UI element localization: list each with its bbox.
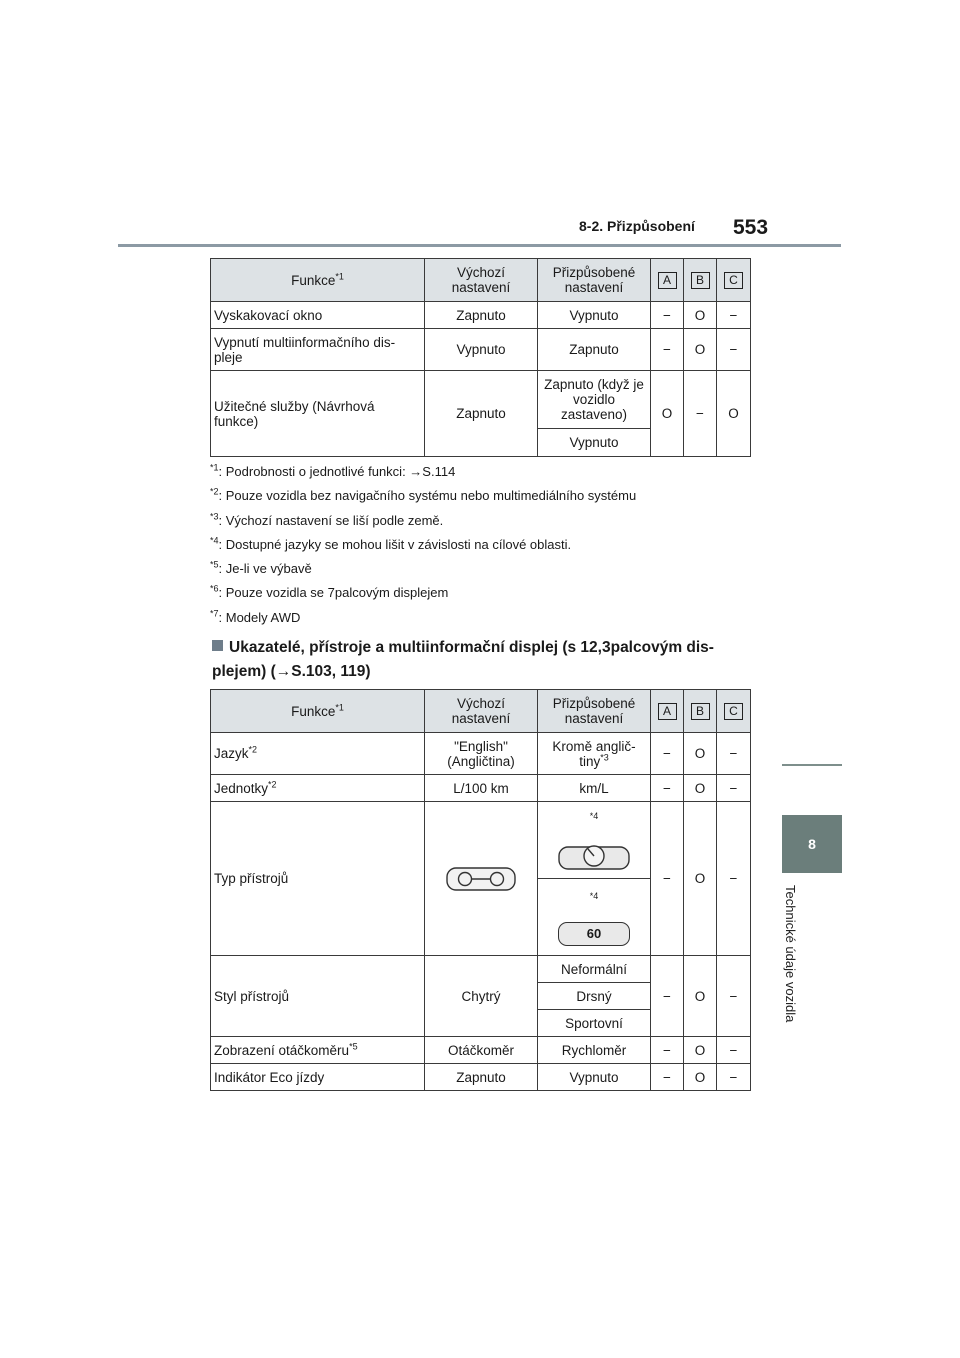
table-row: Styl přístrojů Chytrý Neformální − O − — [211, 956, 751, 983]
subheading: Ukazatelé, přístroje a multiinformační displej (s 12,3palcovým dis-plejem) (→S.103, 119) — [212, 639, 714, 680]
header-default: Výchozí nastavení — [425, 690, 538, 733]
header-custom: Přizpůsobené nastavení — [538, 259, 651, 302]
header-rule — [118, 244, 841, 247]
header-custom: Přizpůsobené nastavení — [538, 690, 651, 733]
footnote: $^{*4}$: Dostupné jazyky se mohou lišit v závislosti na cílové oblasti. — [210, 535, 572, 552]
page-number: 553 — [733, 216, 769, 239]
footnote: $^{*2}$: Pouze vozidla bez navigačního systému nebo multimediálního systému — [210, 486, 637, 503]
table-row: Vypnutí multiinformačního dis-pleje Vypnuto Zapnuto − O − — [211, 329, 751, 371]
header-b: B — [684, 690, 717, 733]
header-default: Výchozí nastavení — [425, 259, 538, 302]
table-row: Vypnuto — [211, 429, 751, 457]
chapter-number: 8 — [808, 836, 816, 852]
section-title: 8-2. Přizpůsobení — [579, 218, 695, 234]
footnote: $^{*6}$: Pouze vozidla se 7palcovým displejem — [210, 583, 449, 600]
header-a: A — [651, 690, 684, 733]
table-row: Sportovní — [211, 1010, 751, 1037]
footnote: $^{*5}$: Je-li ve výbavě — [210, 559, 312, 576]
table-row: Vyskakovací okno Zapnuto Vypnuto − O − — [211, 302, 751, 329]
analog-gauge-icon — [557, 844, 631, 872]
table-header — [211, 259, 751, 302]
table-row: Indikátor Eco jízdy Zapnuto Vypnuto − O − — [211, 1064, 751, 1091]
header-a: A — [651, 259, 684, 302]
header-b: B — [684, 259, 717, 302]
header-c: C — [717, 690, 751, 733]
header-func: Funkce$^{*1}$ — [211, 259, 425, 302]
chapter-tab[interactable] — [782, 815, 842, 873]
table-row: Jednotky$^{*2}$ L/100 km km/L − O − — [211, 775, 751, 802]
default-gauge-cell — [425, 802, 538, 956]
tab-divider — [782, 764, 842, 766]
footnote: $^{*7}$: Modely AWD — [210, 608, 301, 625]
chapter-label: Technické údaje vozidla — [783, 885, 798, 1023]
table-row: Drsný — [211, 983, 751, 1010]
header-func: Funkce$^{*1}$ — [211, 690, 425, 733]
dual-gauge-icon — [445, 866, 517, 892]
table-row: Zobrazení otáčkoměru$^{*5}$ Otáčkoměr Rychloměr − O − — [211, 1037, 751, 1064]
table-header — [211, 690, 751, 733]
settings-table-2 — [210, 689, 751, 1091]
custom-gauge-cell-1: *4 — [538, 802, 651, 879]
header-c: C — [717, 259, 751, 302]
table-row: Užitečné služby (Návrhová funkce) Zapnuto Zapnuto (když je vozidlo zastaveno) O − O — [211, 371, 751, 429]
footnote: $^{*1}$: Podrobnosti o jednotlivé funkci: →S.114 — [210, 462, 456, 479]
custom-gauge-cell-2: *4 60 — [538, 879, 651, 956]
settings-table-1 — [210, 258, 751, 457]
digital-gauge-icon: 60 — [558, 922, 630, 946]
table-row: Jazyk$^{*2}$ "English" (Angličtina) Kromě anglič-tiny$^{*3}$ − O − — [211, 733, 751, 775]
square-bullet-icon — [212, 640, 223, 651]
footnote: $^{*3}$: Výchozí nastavení se liší podle země. — [210, 511, 444, 528]
table-row: Typ přístrojů *4 − O − — [211, 802, 751, 879]
